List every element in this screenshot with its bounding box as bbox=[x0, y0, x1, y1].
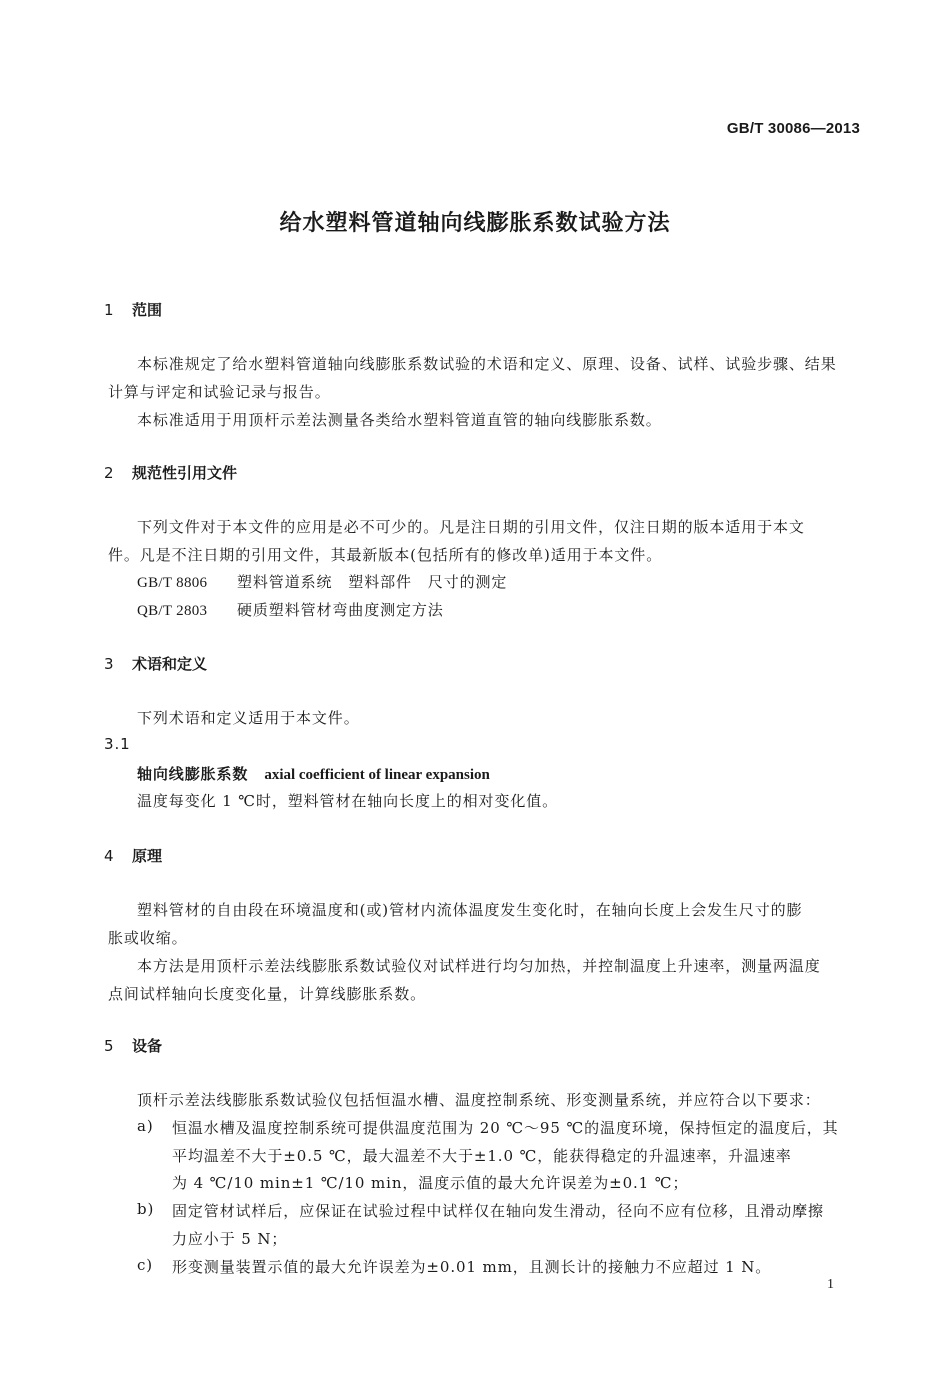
normative-reference bbox=[137, 599, 444, 620]
section-number: 1 bbox=[104, 301, 114, 319]
list-item-line: 为 4 ℃/10 min±1 ℃/10 min，温度示值的最大允许误差为±0.1 ℃； bbox=[172, 1174, 689, 1192]
paragraph-line: 下列术语和定义适用于本文件。 bbox=[137, 709, 360, 727]
section-title: 设备 bbox=[132, 1037, 163, 1055]
paragraph-line: 本标准适用于用顶杆示差法测量各类给水塑料管道直管的轴向线膨胀系数。 bbox=[137, 411, 662, 429]
paragraph-line: 胀或收缩。 bbox=[108, 929, 188, 947]
list-item-line: 平均温差不大于±0.5 ℃，最大温差不大于±1.0 ℃，能获得稳定的升温速率，升温速率 bbox=[172, 1147, 792, 1165]
normative-reference bbox=[137, 571, 507, 592]
paragraph-line: 计算与评定和试验记录与报告。 bbox=[108, 383, 331, 401]
paragraph-line: 件。凡是不注日期的引用文件，其最新版本(包括所有的修改单)适用于本文件。 bbox=[108, 546, 663, 564]
section-title: 规范性引用文件 bbox=[132, 464, 238, 482]
list-item-line: 恒温水槽及温度控制系统可提供温度范围为 20 ℃～95 ℃的温度环境，保持恒定的温度后，其 bbox=[172, 1119, 839, 1137]
list-item-line: 力应小于 5 N； bbox=[172, 1230, 288, 1248]
list-item-label: b) bbox=[137, 1200, 155, 1218]
paragraph-line: 本标准规定了给水塑料管道轴向线膨胀系数试验的术语和定义、原理、设备、试样、试验步骤、结果 bbox=[137, 355, 837, 373]
term-chinese: 轴向线膨胀系数 bbox=[137, 765, 249, 783]
section-title: 原理 bbox=[132, 847, 163, 865]
paragraph-line: 点间试样轴向长度变化量，计算线膨胀系数。 bbox=[108, 985, 427, 1003]
reference-title: 塑料管道系统 塑料部件 尺寸的测定 bbox=[237, 573, 508, 591]
paragraph-line: 本方法是用顶杆示差法线膨胀系数试验仪对试样进行均匀加热，并控制温度上升速率，测量两温度 bbox=[137, 957, 821, 975]
term-number: 3.1 bbox=[104, 735, 131, 753]
term-definition: 温度每变化 1 ℃时，塑料管材在轴向长度上的相对变化值。 bbox=[137, 792, 559, 810]
paragraph-line: 塑料管材的自由段在环境温度和(或)管材内流体温度发生变化时，在轴向长度上会发生尺寸的膨 bbox=[137, 901, 803, 919]
section-number: 4 bbox=[104, 847, 114, 865]
reference-code: GB/T 8806 bbox=[137, 575, 208, 591]
section-heading-3 bbox=[104, 653, 207, 674]
section-number: 2 bbox=[104, 464, 114, 482]
standard-number: GB/T 30086—2013 bbox=[726, 120, 860, 137]
section-title: 术语和定义 bbox=[132, 655, 208, 673]
reference-title: 硬质塑料管材弯曲度测定方法 bbox=[237, 601, 444, 619]
list-item-line: 形变测量装置示值的最大允许误差为±0.01 mm，且测长计的接触力不应超过 1 N。 bbox=[172, 1258, 772, 1276]
paragraph-line: 顶杆示差法线膨胀系数试验仪包括恒温水槽、温度控制系统、形变测量系统，并应符合以下要求： bbox=[137, 1091, 821, 1109]
document-title: 给水塑料管道轴向线膨胀系数试验方法 bbox=[279, 211, 671, 236]
paragraph-line: 下列文件对于本文件的应用是必不可少的。凡是注日期的引用文件，仅注日期的版本适用于本文 bbox=[137, 518, 805, 536]
section-heading-1 bbox=[104, 299, 162, 320]
page-number: 1 bbox=[827, 1277, 834, 1292]
section-heading-4 bbox=[104, 845, 162, 866]
list-item-label: c) bbox=[137, 1256, 154, 1274]
reference-code: QB/T 2803 bbox=[137, 603, 208, 619]
term-english: axial coefficient of linear expansion bbox=[264, 767, 490, 783]
list-item-line: 固定管材试样后，应保证在试验过程中试样仅在轴向发生滑动，径向不应有位移，且滑动摩擦 bbox=[172, 1202, 824, 1220]
section-number: 5 bbox=[104, 1037, 114, 1055]
section-heading-2 bbox=[104, 462, 237, 483]
list-item-label: a) bbox=[137, 1117, 154, 1135]
section-title: 范围 bbox=[132, 301, 163, 319]
section-heading-5 bbox=[104, 1035, 162, 1056]
term-entry bbox=[137, 763, 490, 784]
section-number: 3 bbox=[104, 655, 114, 673]
